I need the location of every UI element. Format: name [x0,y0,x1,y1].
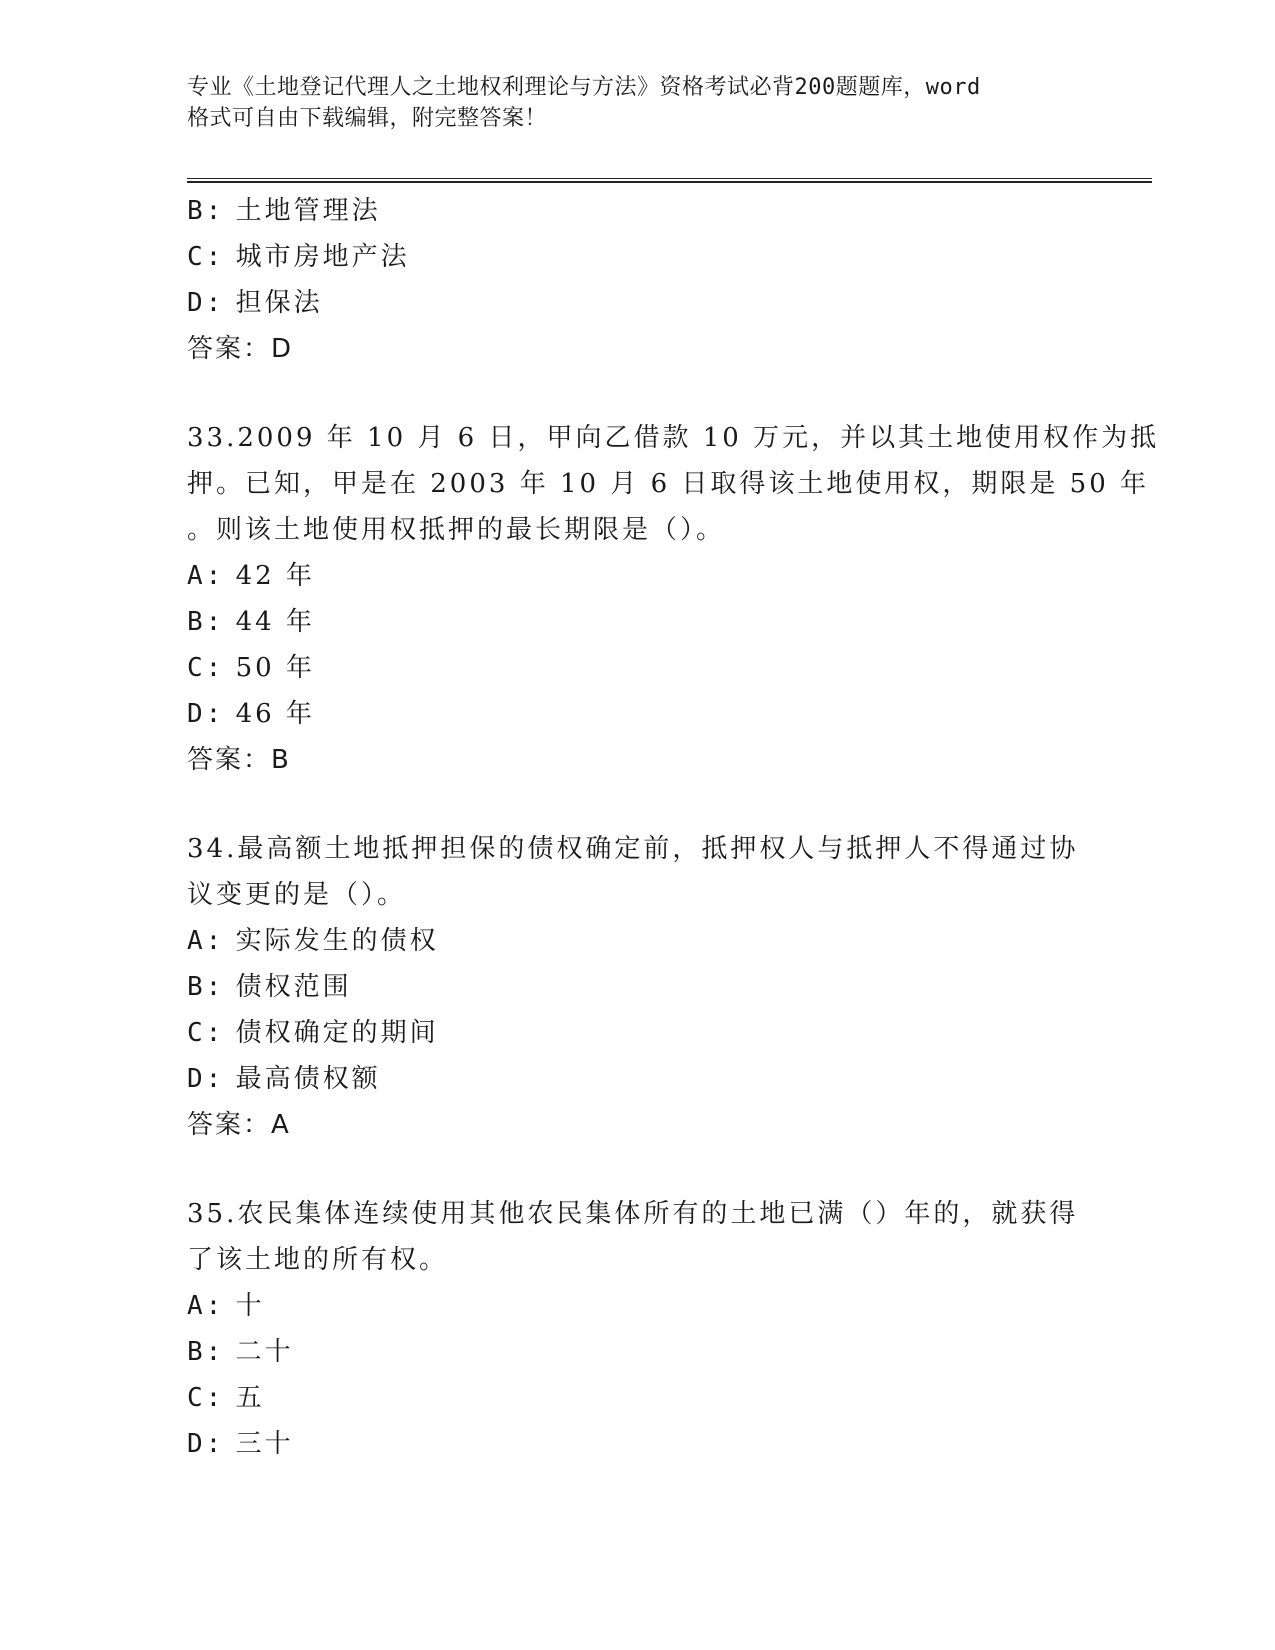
question-35 [187,1191,1087,1467]
header-title-line-1: 专业《土地登记代理人之土地权利理论与方法》资格考试必背200题题库，word [187,75,981,100]
question-stem-line: 33.2009 年 10 月 6 日，甲向乙借款 10 万元，并以其土地使用权作为抵 [187,423,1160,453]
option-c [187,1010,1087,1056]
option-b [187,599,1087,645]
question-stem-line: 议变更的是（）。 [187,880,407,910]
option-label: D: [187,1064,225,1094]
option-label: C: [187,1018,225,1048]
option-label: B: [187,196,225,226]
option-text: 50 年 [235,653,315,683]
question-stem-line: 。则该土地使用权抵押的最长期限是（）。 [187,515,726,545]
option-text: 五 [235,1383,265,1413]
option-text: 十 [235,1291,265,1321]
option-text: 土地管理法 [235,196,381,226]
answer-line: 答案：B [187,745,291,775]
option-a [187,1283,1087,1329]
option-c [187,234,1087,280]
option-label: C: [187,1383,225,1413]
option-label: B: [187,1337,225,1367]
option-text: 三十 [235,1429,294,1459]
option-label: D: [187,699,225,729]
option-text: 42 年 [235,561,315,591]
option-a [187,918,1087,964]
option-text: 城市房地产法 [235,242,410,272]
option-label: B: [187,607,225,637]
option-b [187,188,1087,234]
option-label: C: [187,653,225,683]
option-label: A: [187,926,225,956]
option-label: D: [187,288,225,318]
option-c [187,1375,1087,1421]
question-stem-line: 35.农民集体连续使用其他农民集体所有的土地已满（）年的，就获得 [187,1199,1079,1229]
option-d [187,691,1087,737]
option-label: A: [187,561,225,591]
question-stem-line: 了该土地的所有权。 [187,1245,449,1275]
option-d [187,280,1087,326]
option-d [187,1421,1087,1467]
option-b [187,1329,1087,1375]
option-text: 44 年 [235,607,315,637]
question-33 [187,415,1160,783]
question-34 [187,826,1087,1148]
answer-line: 答案：A [187,1110,291,1140]
option-a [187,553,1087,599]
option-text: 实际发生的债权 [235,926,439,956]
question-content [187,188,1160,1467]
header-title-line-2: 格式可自由下载编辑，附完整答案！ [187,106,548,131]
option-label: A: [187,1291,225,1321]
option-text: 最高债权额 [235,1064,381,1094]
prev-question-options [187,188,1087,372]
option-text: 二十 [235,1337,294,1367]
option-label: D: [187,1429,225,1459]
header-divider [187,178,1152,183]
option-b [187,964,1087,1010]
option-label: C: [187,242,225,272]
option-d [187,1056,1087,1102]
answer-line: 答案：D [187,334,294,364]
option-text: 担保法 [235,288,323,318]
option-text: 46 年 [235,699,315,729]
option-text: 债权确定的期间 [235,1018,439,1048]
document-header [187,72,1067,134]
option-c [187,645,1087,691]
option-label: B: [187,972,225,1002]
question-stem-line: 押。已知，甲是在 2003 年 10 月 6 日取得该土地使用权，期限是 50 年 [187,469,1149,499]
option-text: 债权范围 [235,972,352,1002]
question-stem-line: 34.最高额土地抵押担保的债权确定前，抵押权人与抵押人不得通过协 [187,834,1079,864]
